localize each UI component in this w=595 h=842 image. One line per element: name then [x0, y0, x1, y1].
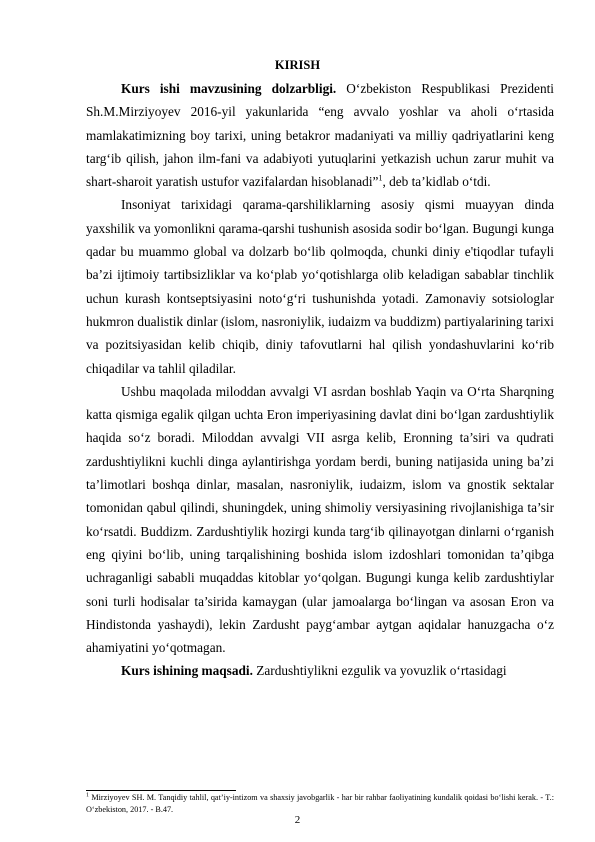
paragraph-goal: [86, 659, 554, 682]
footnote-text: Mirziyoyev SH. M. Tanqidiy tahlil, qat’iy-intizom va shaxsiy javobgarlik - har bir rahbar faoliyatining kundalik qoidasi bo‘lishi kerak. - T.: O‘zbekiston, 2017. - B.47.: [86, 793, 554, 814]
paragraph-lead: Kurs ishining maqsadi.: [121, 663, 253, 679]
footnote-reference: 1: [378, 173, 383, 183]
paragraph-lead: Kurs ishi mavzusining dolzarbligi.: [121, 81, 337, 96]
paragraph-text: Ushbu maqolada miloddan avvalgi VI asrdan boshlab Yaqin va O‘rta Sharqning katta qismiga egalik qilgan uchta Eron imperiyasining davlat dini bo‘lgan zardushtiylik haqida so‘z boradi. Miloddan avvalgi VII asrga kelib, Eronning ta’siri va qudrati zardushtiylikni kuchli dinga aylantirishga yordam berdi, buning natijasida uning ba’zi ta’limotlari boshqa dinlar, masalan, nasroniylik, iudaizm, islom va gnostik sektalar tomonidan qabul qilindi, shuningdek, uning shimoliy versiyasining rivojlanishiga ta’sir ko‘rsatdi. Buddizm. Zardushtiylik hozirgi kunda targ‘ib qilinayotgan dinlarni o‘rganish eng qiyini bo‘lib, uning tarqalishining boshida islom izdoshlari tomonidan ta’qibga uchraganligi sababli muqaddas kitoblar yo‘qolgan. Bugungi kunga kelib zardushtiylar soni turli hodisalar ta’sirida kamaygan (ular jamoalarga bo‘lingan va asosan Eron va Hindistonda yashaydi), lekin Zardusht payg‘ambar aytgan aqidalar hanuzgacha o‘z ahamiyatini yo‘qotmagan.: [86, 383, 554, 656]
page-number: 2: [294, 814, 301, 826]
section-heading: KIRISH: [274, 58, 321, 72]
paragraph-text: O‘zbekiston Respublikasi Prezidenti Sh.M.Mirziyoyev 2016-yil yakunlarida “eng avvalo yoshlar va aholi o‘rtasida mamlakatimizning boy tarixi, uning betakror madaniyati va milliy qadriyatlarini keng targ‘ib qilish, jahon ilm-fani va adabiyoti yutuqlarini yetkazish uchun zarur muhit va shart-sharoit yaratish ustufor vazifalardan hisoblanadi”: [86, 81, 555, 190]
paragraph-text: Insoniyat tarixidagi qarama-qarshiliklarning asosiy qismi muayyan dinda yaxshilik va yomonlikni qarama-qarshi tushunish asosida sodir bo‘lgan. Bugungi kunga qadar bu muammo global va dolzarb bo‘lib qolmoqda, chunki diniy e'tiqodlar tufayli ba’zi ijtimoiy tartibsizliklar va ko‘plab yo‘qotishlarga olib keladigan sabablar tinchlik uchun kurash kontseptsiyasini noto‘g‘ri tushunishda yotadi. Zamonaviy sotsiologlar hukmron dualistik dinlar (islom, nasroniylik, iudaizm va buddizm) partiyalarining tarixi va pozitsiyasidan kelib chiqib, diniy tafovutlarni hal qilish yondashuvlarini ko‘rib chiqadilar va tahlil qiladilar.: [86, 197, 554, 376]
paragraph-zoroastrianism: [86, 380, 554, 660]
paragraph-conflicts: [86, 193, 554, 379]
footnote-divider: [86, 790, 236, 791]
body-text: [86, 77, 554, 683]
footnote-number: 1: [86, 792, 89, 799]
footnote: [86, 792, 554, 815]
paragraph-relevance: [86, 77, 554, 193]
paragraph-text: Zardushtiylikni ezgulik va yovuzlik o‘rtasidagi: [252, 663, 507, 679]
paragraph-text-after: , deb ta’kidlab o‘tdi.: [382, 174, 491, 190]
